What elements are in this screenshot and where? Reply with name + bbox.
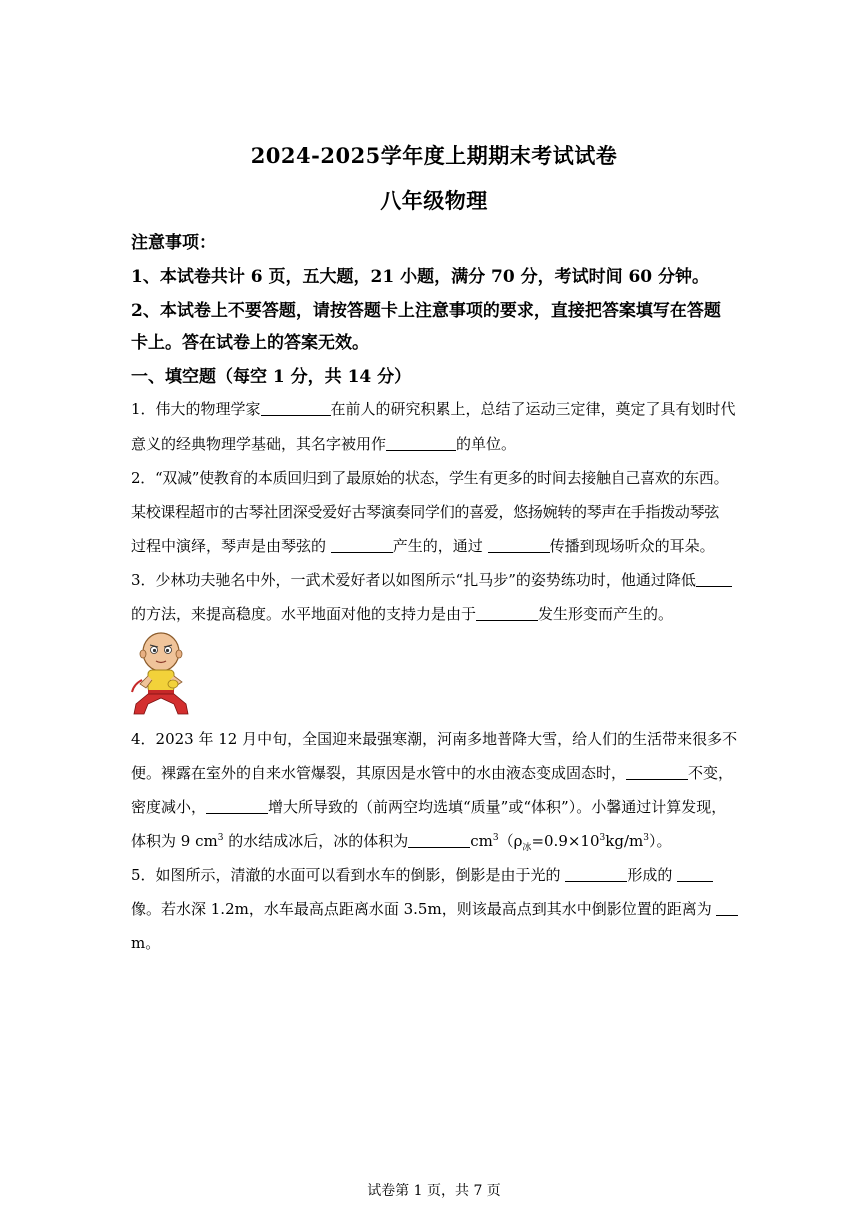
martial-artist-figure [128, 630, 194, 718]
q1-blank-2 [386, 436, 456, 451]
q4-text-h: （ρ [498, 832, 523, 850]
q4-text-j: kg/m [605, 832, 644, 850]
q4-text-d: 增大所导致的（前两空均选填“质量”或“体积”）。小馨通过计算发现， [268, 798, 727, 816]
q4-sup-1: 3 [217, 833, 224, 843]
question-4-line-2 [131, 762, 733, 783]
question-5-line-3: m。 [131, 934, 161, 952]
question-3-line-1 [131, 569, 732, 590]
q4-text-c: 密度减小， [131, 798, 207, 816]
q2-text-c: 传播到现场听众的耳朵。 [549, 537, 715, 555]
q3-text-b: 的方法，来提高稳度。水平地面对他的支持力是由于 [131, 605, 477, 623]
q2-blank-1 [331, 538, 393, 553]
q4-sup-4: 3 [643, 833, 649, 843]
q4-text-f: 的水结成冰后，冰的体积为 [223, 832, 409, 850]
q4-text-e: 体积为 9 cm [131, 832, 218, 850]
q4-sup-2: 3 [492, 833, 499, 843]
question-5-line-2 [131, 898, 738, 919]
q4-text-i: =0.9×10 [531, 832, 600, 850]
q5-text-a: 5．如图所示，清澈的水面可以看到水车的倒影，倒影是由于光的 [131, 866, 566, 884]
notes-heading: 注意事项： [131, 233, 216, 253]
q2-blank-2 [488, 538, 550, 553]
q1-text-b: 在前人的研究积累上，总结了运动三定律，奠定了具有划时代 [330, 400, 736, 418]
question-5-line-1 [131, 864, 713, 885]
q4-blank-3 [408, 833, 470, 848]
q3-blank-1 [696, 572, 732, 587]
q2-text-b: 产生的，通过 [392, 537, 488, 555]
q4-sup-3: 3 [599, 833, 606, 843]
question-4-line-3 [131, 796, 726, 817]
q3-text-a: 3．少林功夫驰名中外，一武术爱好者以如图所示“扎马步”的姿势练功时，他通过降低 [131, 571, 696, 589]
q1-text-a: 1．伟大的物理学家 [131, 400, 261, 418]
section-1-heading: 一、填空题（每空 1 分，共 14 分） [131, 367, 412, 387]
notes-item-2-line-1: 2、本试卷上不要答题，请按答题卡上注意事项的要求，直接把答案填写在答题 [131, 301, 721, 321]
q4-blank-1 [626, 765, 688, 780]
question-4-line-1: 4．2023 年 12 月中旬，全国迎来最强寒潮，河南多地普降大雪，给人们的生活带来很多不 [131, 730, 738, 748]
question-2-line-2: 某校课程超市的古琴社团深受爱好古琴演奏同学们的喜爱，悠扬婉转的琴声在手指拨动琴弦 [131, 503, 720, 521]
question-1-line-1 [131, 398, 736, 419]
q5-blank-1 [565, 867, 627, 882]
q5-text-b: 形成的 [627, 866, 678, 884]
q1-blank-1 [261, 401, 331, 416]
q5-blank-2 [677, 867, 713, 882]
exam-subtitle: 八年级物理 [380, 188, 488, 213]
question-4-line-4 [131, 830, 671, 853]
q1-text-d: 的单位。 [456, 435, 517, 453]
notes-item-1: 1、本试卷共计 6 页，五大题，21 小题，满分 70 分，考试时间 60 分钟。 [131, 267, 710, 287]
notes-item-2-line-2: 卡上。答在试卷上的答案无效。 [131, 333, 369, 353]
q5-text-c: 像。若水深 1.2m，水车最高点距离水面 3.5m，则该最高点到其水中倒影位置的距离为 [131, 900, 717, 918]
q4-sub-ice: 冰 [522, 843, 532, 853]
q4-blank-2 [206, 799, 268, 814]
q3-blank-2 [476, 606, 538, 621]
q5-blank-3 [716, 901, 738, 916]
q3-text-c: 发生形变而产生的。 [538, 605, 674, 623]
q4-text-k: ）。 [648, 832, 672, 850]
q4-text-b: 不变， [688, 764, 734, 782]
question-2-line-3 [131, 535, 715, 556]
question-2-line-1: 2．“双减”使教育的本质回归到了最原始的状态，学生有更多的时间去接触自己喜欢的东西。 [131, 469, 729, 487]
question-1-line-2 [131, 433, 516, 454]
exam-title: 2024-2025学年度上期期末考试试卷 [250, 143, 618, 168]
question-3-line-2 [131, 603, 673, 624]
q2-text-a: 过程中演绎，琴声是由琴弦的 [131, 537, 331, 555]
page-footer: 试卷第 1 页，共 7 页 [367, 1183, 501, 1199]
q4-text-a: 便。裸露在室外的自来水管爆裂，其原因是水管中的水由液态变成固态时， [131, 764, 627, 782]
q1-text-c: 意义的经典物理学基础，其名字被用作 [131, 435, 387, 453]
q4-text-g: cm [470, 832, 493, 850]
